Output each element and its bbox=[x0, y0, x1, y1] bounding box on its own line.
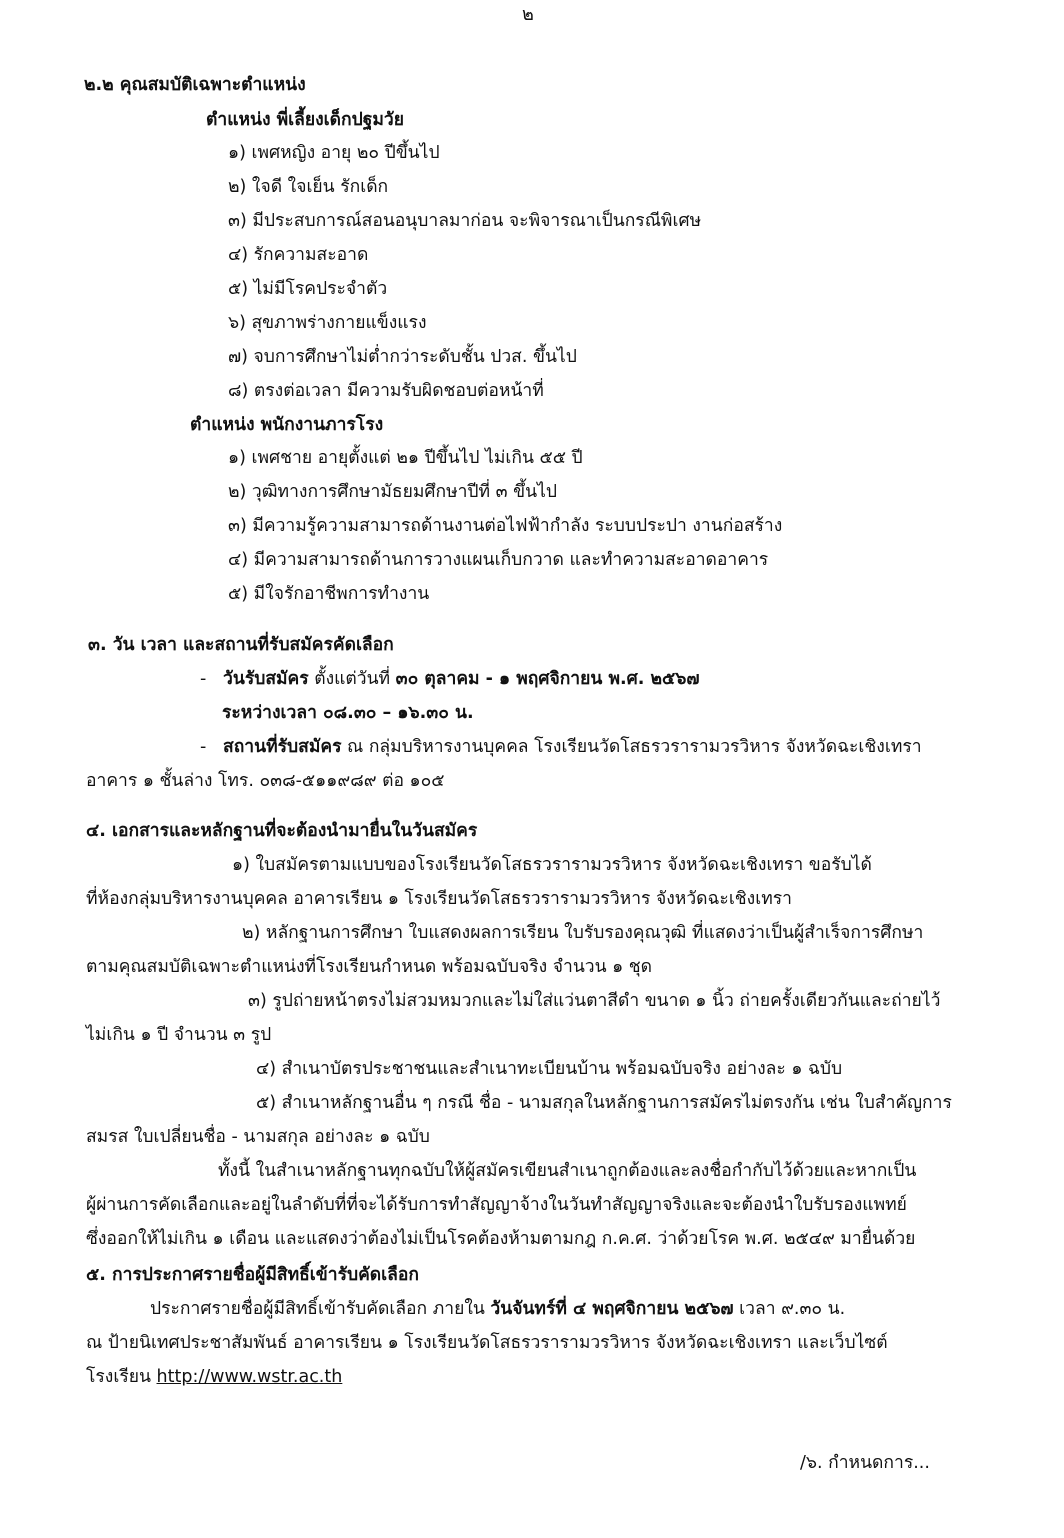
position-2-item: ๕) มีใจรักอาชีพการทำงาน bbox=[228, 584, 430, 604]
application-place-text: ณ กลุ่มบริหารงานบุคคล โรงเรียนวัดโสธรวรารามวรวิหาร จังหวัดฉะเชิงเทรา bbox=[341, 737, 922, 757]
position-1-item: ๕) ไม่มีโรคประจำตัว bbox=[228, 279, 388, 299]
document-item-3-cont: ไม่เกิน ๑ ปี จำนวน ๓ รูป bbox=[86, 1025, 272, 1045]
document-item-5: ๕) สำเนาหลักฐานอื่น ๆ กรณี ชื่อ - นามสกุลในหลักฐานการสมัครไม่ตรงกัน เช่น ใบสำคัญการ bbox=[256, 1093, 952, 1113]
document-item-2: ๒) หลักฐานการศึกษา ใบแสดงผลการเรียน ใบรับรองคุณวุฒิ ที่แสดงว่าเป็นผู้สำเร็จการศึกษา bbox=[242, 923, 924, 943]
position-1-title: ตำแหน่ง พี่เลี้ยงเด็กปฐมวัย bbox=[206, 110, 404, 130]
document-item-5-cont: สมรส ใบเปลี่ยนชื่อ - นามสกุล อย่างละ ๑ ฉบับ bbox=[86, 1127, 430, 1147]
application-date-range: ๓๐ ตุลาคม - ๑ พฤศจิกายน พ.ศ. ๒๕๖๗ bbox=[395, 669, 700, 689]
position-2-title: ตำแหน่ง พนักงานภารโรง bbox=[190, 415, 384, 435]
section-2-2-heading: ๒.๒ คุณสมบัติเฉพาะตำแหน่ง bbox=[84, 75, 306, 95]
announcement-line-2: ณ ป้ายนิเทศประชาสัมพันธ์ อาคารเรียน ๑ โรงเรียนวัดโสธรวรารามวรวิหาร จังหวัดฉะเชิงเทรา และเว็บไซต์ bbox=[86, 1333, 888, 1353]
announcement-pre: ประกาศรายชื่อผู้มีสิทธิ์เข้ารับคัดเลือก ภายใน bbox=[150, 1299, 491, 1319]
position-2-item: ๔) มีความสามารถด้านการวางแผนเก็บกวาด และทำความสะอาดอาคาร bbox=[228, 550, 769, 570]
bullet-dash: - bbox=[200, 737, 207, 757]
position-2-item: ๒) วุฒิทางการศึกษามัธยมศึกษาปีที่ ๓ ขึ้นไป bbox=[228, 482, 557, 502]
document-item-3: ๓) รูปถ่ายหน้าตรงไม่สวมหมวกและไม่ใส่แว่นตาสีดำ ขนาด ๑ นิ้ว ถ่ายครั้งเดียวกันและถ่ายไว้ bbox=[248, 991, 941, 1011]
application-date-line bbox=[200, 664, 700, 694]
document-note-3: ซึ่งออกให้ไม่เกิน ๑ เดือน และแสดงว่าต้องไม่เป็นโรคต้องห้ามตามกฎ ก.ค.ศ. ว่าด้วยโรค พ.ศ. ๒๕๔๙ มายื่นด้วย bbox=[86, 1229, 916, 1249]
application-date-label: วันรับสมัคร bbox=[223, 669, 309, 689]
position-1-item: ๘) ตรงต่อเวลา มีความรับผิดชอบต่อหน้าที่ bbox=[228, 381, 544, 401]
application-place-line bbox=[200, 732, 922, 762]
school-website-link[interactable]: http://www.wstr.ac.th bbox=[156, 1367, 343, 1387]
position-1-item: ๓) มีประสบการณ์สอนอนุบาลมาก่อน จะพิจารณาเป็นกรณีพิเศษ bbox=[228, 211, 702, 231]
application-time: ระหว่างเวลา ๐๘.๓๐ – ๑๖.๓๐ น. bbox=[222, 703, 474, 723]
position-1-item: ๔) รักความสะอาด bbox=[228, 245, 369, 265]
next-page-footer: /๖. กำหนดการ... bbox=[800, 1453, 930, 1473]
document-item-1: ๑) ใบสมัครตามแบบของโรงเรียนวัดโสธรวรารามวรวิหาร จังหวัดฉะเชิงเทรา ขอรับได้ bbox=[232, 855, 872, 875]
announcement-line-1 bbox=[150, 1294, 845, 1324]
announcement-date: วันจันทร์ที่ ๔ พฤศจิกายน ๒๕๖๗ bbox=[490, 1299, 734, 1319]
document-item-4: ๔) สำเนาบัตรประชาชนและสำเนาทะเบียนบ้าน พร้อมฉบับจริง อย่างละ ๑ ฉบับ bbox=[256, 1059, 843, 1079]
position-2-item: ๓) มีความรู้ความสามารถด้านงานต่อไฟฟ้ากำลัง ระบบประปา งานก่อสร้าง bbox=[228, 516, 783, 536]
position-1-item: ๗) จบการศึกษาไม่ต่ำกว่าระดับชั้น ปวส. ขึ้นไป bbox=[228, 347, 577, 367]
announcement-time: เวลา ๙.๓๐ น. bbox=[733, 1299, 846, 1319]
application-date-mid: ตั้งแต่วันที่ bbox=[308, 669, 396, 689]
page-number: ๒ bbox=[522, 4, 534, 25]
position-2-item: ๑) เพศชาย อายุตั้งแต่ ๒๑ ปีขึ้นไป ไม่เกิน ๕๕ ปี bbox=[228, 448, 583, 468]
position-1-item: ๖) สุขภาพร่างกายแข็งแรง bbox=[228, 313, 427, 333]
announcement-school-label: โรงเรียน bbox=[86, 1367, 157, 1387]
document-item-1-cont: ที่ห้องกลุ่มบริหารงานบุคคล อาคารเรียน ๑ โรงเรียนวัดโสธรวรารามวรวิหาร จังหวัดฉะเชิงเทรา bbox=[86, 889, 792, 909]
document-note-1: ทั้งนี้ ในสำเนาหลักฐานทุกฉบับให้ผู้สมัครเขียนสำเนาถูกต้องและลงชื่อกำกับไว้ด้วยและหากเป็น bbox=[218, 1161, 917, 1181]
document-item-2-cont: ตามคุณสมบัติเฉพาะตำแหน่งที่โรงเรียนกำหนด พร้อมฉบับจริง จำนวน ๑ ชุด bbox=[86, 957, 653, 977]
position-1-item: ๑) เพศหญิง อายุ ๒๐ ปีขึ้นไป bbox=[228, 143, 440, 163]
application-place-label: สถานที่รับสมัคร bbox=[223, 737, 342, 757]
bullet-dash: - bbox=[200, 669, 207, 689]
announcement-line-3 bbox=[86, 1362, 342, 1392]
position-1-item: ๒) ใจดี ใจเย็น รักเด็ก bbox=[228, 177, 389, 197]
application-place-line-2: อาคาร ๑ ชั้นล่าง โทร. ๐๓๘-๕๑๑๙๘๙ ต่อ ๑๐๕ bbox=[86, 771, 445, 791]
section-4-heading: ๔. เอกสารและหลักฐานที่จะต้องนำมายื่นในวันสมัคร bbox=[86, 821, 478, 841]
section-3-heading: ๓. วัน เวลา และสถานที่รับสมัครคัดเลือก bbox=[88, 635, 394, 655]
document-note-2: ผู้ผ่านการคัดเลือกและอยู่ในลำดับที่ที่จะได้รับการทำสัญญาจ้างในวันทำสัญญาจริงและจะต้องนำใบรับรองแพทย์ bbox=[86, 1195, 907, 1215]
section-5-heading: ๕. การประกาศรายชื่อผู้มีสิทธิ์เข้ารับคัดเลือก bbox=[86, 1265, 419, 1285]
